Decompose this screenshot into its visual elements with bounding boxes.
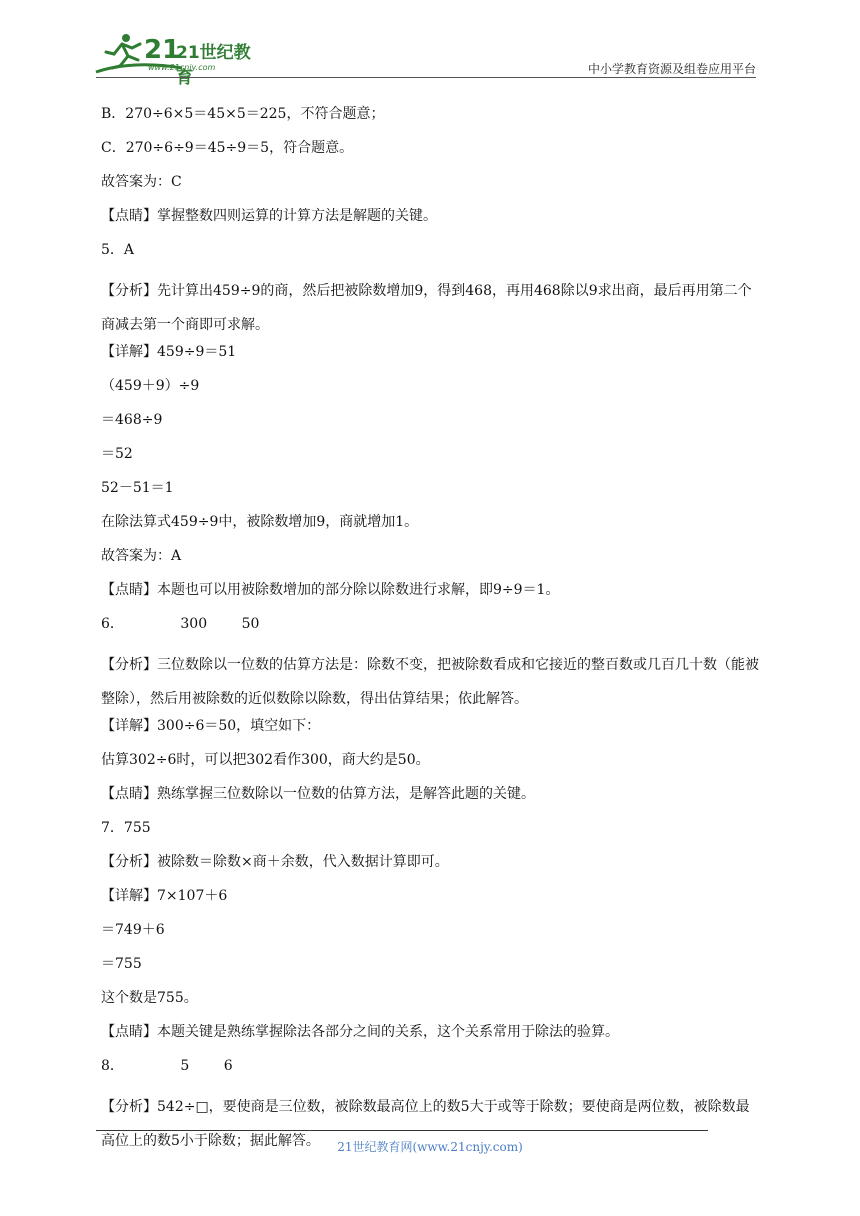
footer-divider: [96, 1130, 708, 1131]
question-8-answer: [101, 1056, 761, 1090]
question-number: 8．: [101, 1058, 124, 1074]
footer-text: 21世纪教育网(www.21cnjy.com): [337, 1140, 523, 1154]
text-line: 【分析】被除数＝除数×商＋余数，代入数据计算即可。: [101, 854, 449, 870]
text-line: 故答案为：C: [101, 174, 182, 190]
analysis-paragraph: 【分析】三位数除以一位数的估算方法是：除数不变，把被除数看成和它接近的整百数或几百几十数（能被整除），然后用被除数的近似数除以除数，得出估算结果；依此解答。: [101, 657, 759, 707]
answer-blank: 5: [180, 1058, 190, 1074]
page-header: [0, 0, 860, 90]
header-divider: [96, 77, 756, 78]
text-line: 【详解】459÷9＝51: [101, 344, 237, 360]
document-body: [101, 104, 761, 1158]
answer-blank: 6: [223, 1058, 233, 1074]
analysis-paragraph: 【分析】先计算出459÷9的商，然后把被除数增加9，得到468，再用468除以9求出商，最后再用第二个商减去第一个商即可求解。: [101, 283, 752, 333]
text-line: 【详解】7×107＋6: [101, 888, 228, 904]
text-line: C．270÷6÷9＝45÷9＝5，符合题意。: [101, 140, 354, 156]
platform-name: 中小学教育资源及组卷应用平台: [587, 62, 756, 76]
answer-blank: 300: [180, 616, 208, 632]
text-line: 【点睛】本题关键是熟练掌握除法各部分之间的关系，这个关系常用于除法的验算。: [101, 1024, 619, 1040]
text-line: 故答案为：A: [101, 548, 182, 564]
question-5-answer: 5．A: [101, 242, 135, 258]
text-line: 【点睛】本题也可以用被除数增加的部分除以除数进行求解，即9÷9＝1。: [101, 582, 560, 598]
logo-url: www.21cnjy.com: [148, 63, 216, 72]
text-line: 52－51＝1: [101, 480, 174, 496]
text-line: （459＋9）÷9: [101, 378, 200, 394]
logo: [92, 30, 262, 88]
text-line: 【点睛】掌握整数四则运算的计算方法是解题的关键。: [101, 208, 437, 224]
text-line: 【详解】300÷6＝50，填空如下：: [101, 718, 321, 734]
svg-text:21: 21: [144, 35, 181, 65]
text-line: 估算302÷6时，可以把302看作300，商大约是50。: [101, 752, 430, 768]
text-line: 这个数是755。: [101, 990, 198, 1006]
answer-blank: 50: [241, 616, 260, 632]
text-line: 在除法算式459÷9中，被除数增加9，商就增加1。: [101, 514, 419, 530]
text-line: B．270÷6×5＝45×5＝225，不符合题意；: [101, 106, 385, 122]
analysis-paragraph: 【分析】542÷□，要使商是三位数，被除数最高位上的数5大于或等于除数；要使商是两位数，被除数最高位上的数5小于除数；据此解答。: [101, 1099, 750, 1149]
text-line: ＝52: [101, 446, 133, 462]
question-6-answer: [101, 614, 761, 648]
question-7-answer: 7．755: [101, 820, 151, 836]
text-line: ＝468÷9: [101, 412, 163, 428]
text-line: ＝749＋6: [101, 922, 165, 938]
text-line: 【点睛】熟练掌握三位数除以一位数的估算方法，是解答此题的关键。: [101, 786, 535, 802]
text-line: ＝755: [101, 956, 142, 972]
logo-text: 21世纪教育: [176, 43, 251, 88]
question-number: 6．: [101, 616, 124, 632]
